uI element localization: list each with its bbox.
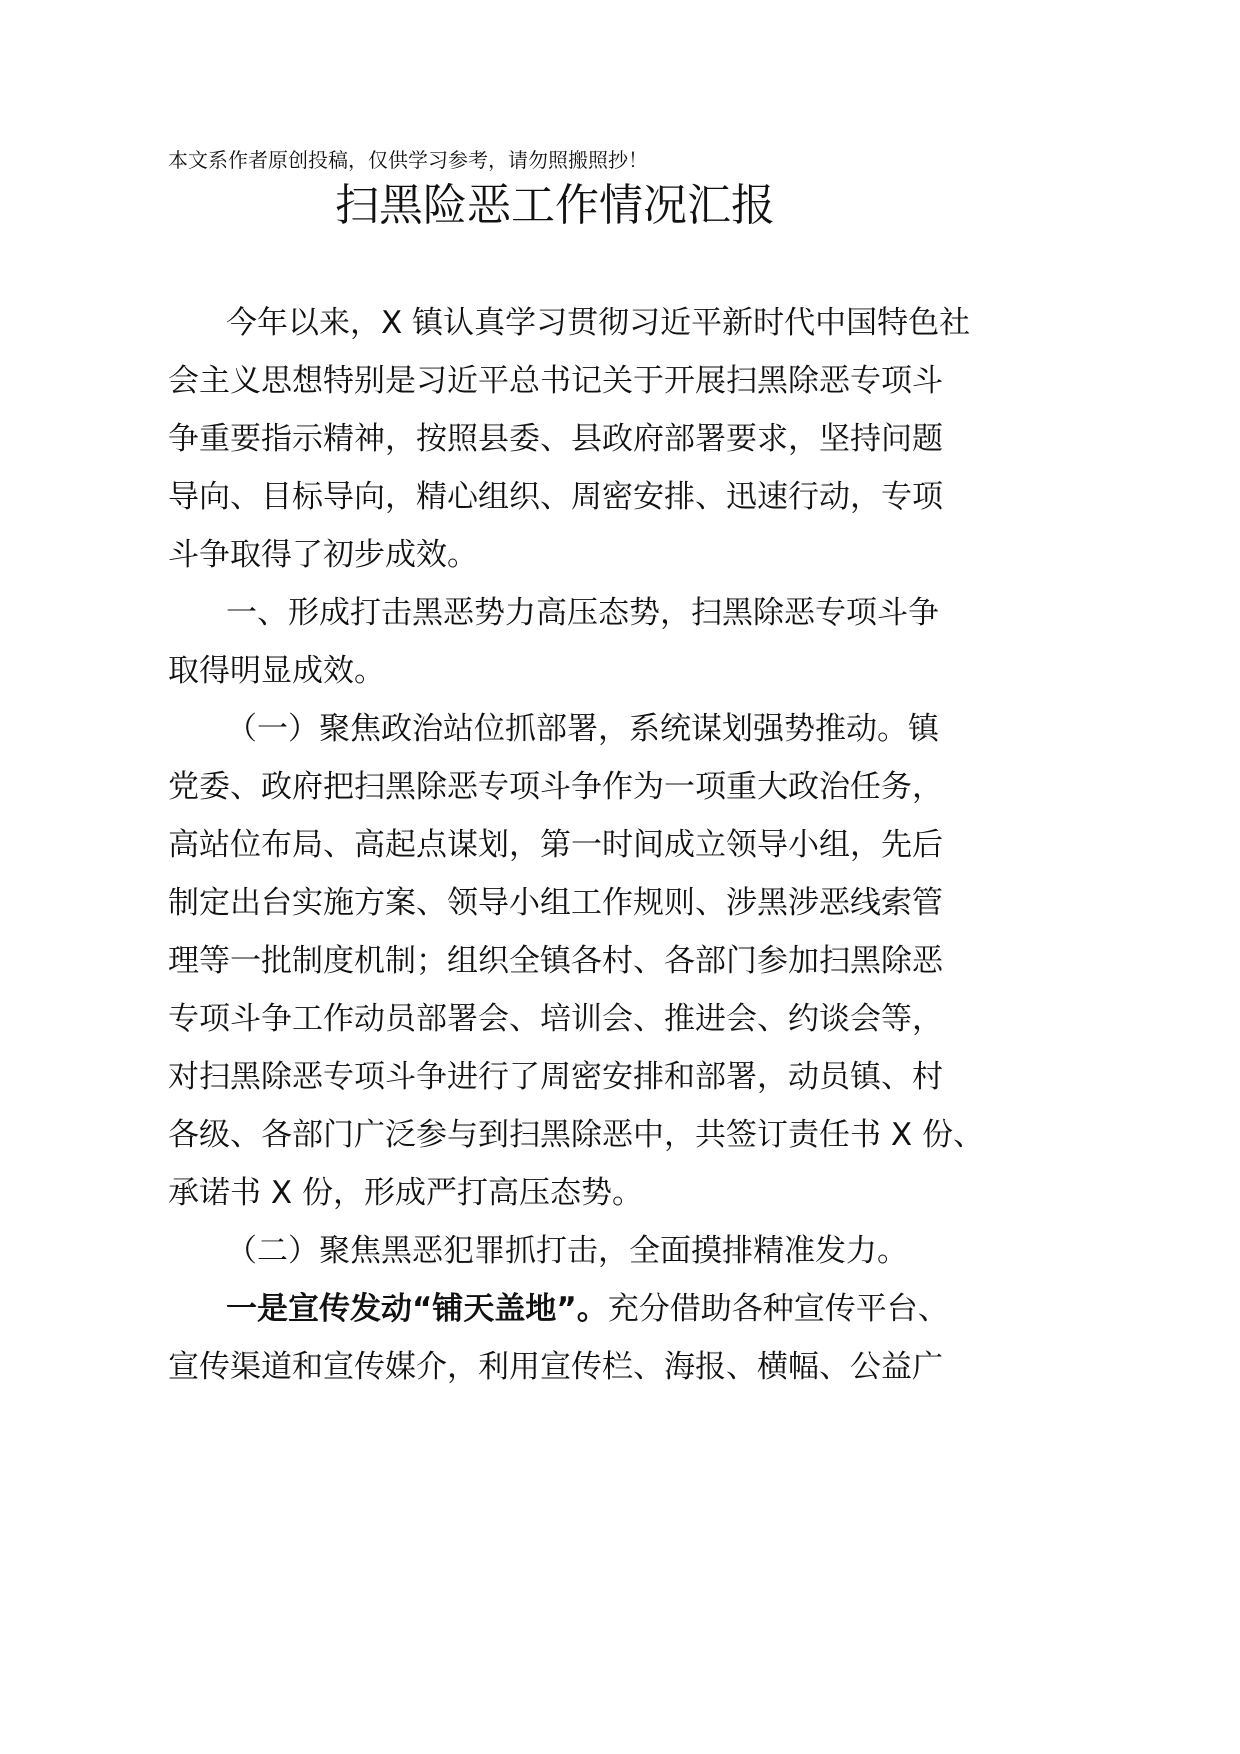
paragraph-line: 党委、政府把扫黑除恶专项斗争作为一项重大政治任务，	[168, 769, 943, 805]
paragraph-line: 斗争取得了初步成效。	[168, 537, 478, 573]
copyright-notice: 本文系作者原创投稿，仅供学习参考，请勿照搬照抄！	[168, 148, 648, 172]
paragraph-line: 导向、目标导向，精心组织、周密安排、迅速行动，专项	[168, 479, 943, 515]
paragraph-line: 专项斗争工作动员部署会、培训会、推进会、约谈会等，	[168, 1001, 943, 1037]
paragraph-text: 充分借助各种宣传平台、	[607, 1291, 949, 1327]
paragraph-line: 对扫黑除恶专项斗争进行了周密安排和部署，动员镇、村	[168, 1059, 943, 1095]
paragraph-line: 承诺书 X 份，形成严打高压态势。	[168, 1175, 643, 1211]
document-title: 扫黑险恶工作情况汇报	[335, 180, 775, 231]
paragraph-line: 理等一批制度机制；组织全镇各村、各部门参加扫黑除恶	[168, 943, 943, 979]
paragraph-line: 高站位布局、高起点谋划，第一时间成立领导小组，先后	[168, 827, 943, 863]
paragraph-line: 会主义思想特别是习近平总书记关于开展扫黑除恶专项斗	[168, 363, 943, 399]
paragraph-line: 宣传渠道和宣传媒介，利用宣传栏、海报、横幅、公益广	[168, 1349, 943, 1385]
section-heading-line: 取得明显成效。	[168, 653, 385, 689]
section-heading-line: 一、形成打击黑恶势力高压态势，扫黑除恶专项斗争	[226, 595, 939, 631]
paragraph-line: 争重要指示精神，按照县委、县政府部署要求，坚持问题	[168, 421, 943, 457]
subsection-heading-line: （二）聚焦黑恶犯罪抓打击，全面摸排精准发力。	[226, 1233, 908, 1269]
paragraph-line	[226, 1280, 949, 1338]
paragraph-line: （一）聚焦政治站位抓部署，系统谋划强势推动。镇	[226, 711, 939, 747]
paragraph-line: 各级、各部门广泛参与到扫黑除恶中，共签订责任书 X 份、	[168, 1117, 984, 1153]
paragraph-line: 制定出台实施方案、领导小组工作规则、涉黑涉恶线索管	[168, 885, 943, 921]
bold-lead-phrase: 一是宣传发动“铺天盖地”。	[226, 1291, 608, 1327]
paragraph-line: 今年以来，X 镇认真学习贯彻习近平新时代中国特色社	[226, 305, 971, 341]
